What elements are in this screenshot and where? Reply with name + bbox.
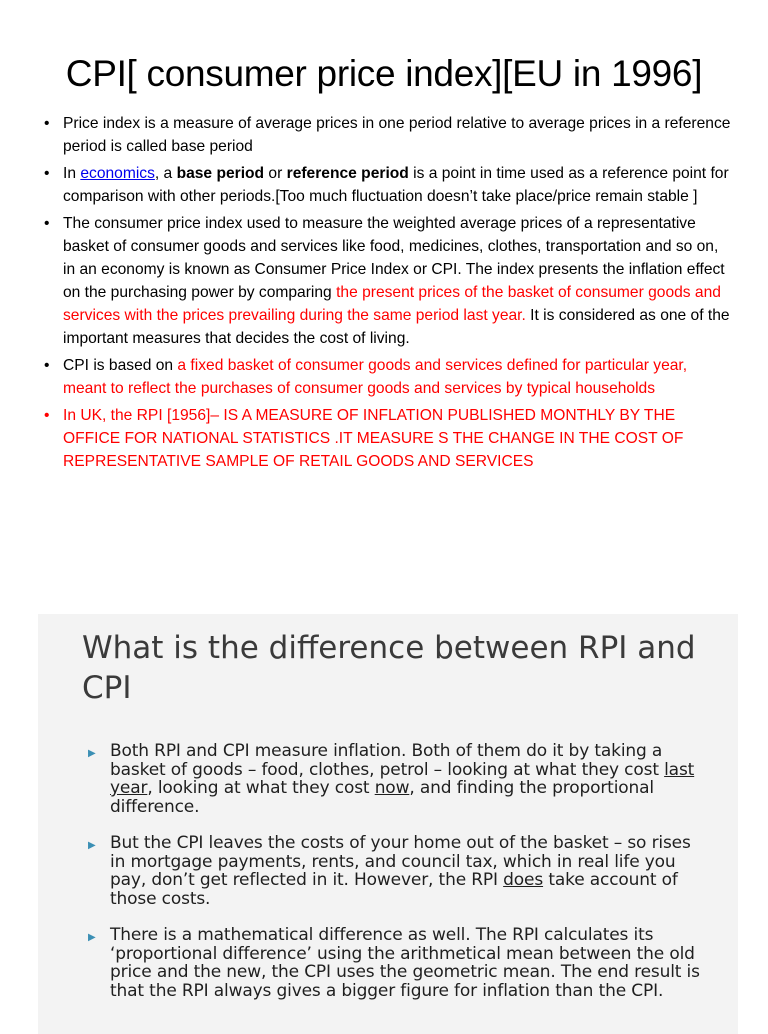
image-bullet-text: take account of those costs. <box>110 870 678 909</box>
underlined-text: last year <box>110 759 695 798</box>
bullet-list <box>44 112 734 477</box>
image-bullet-text: , and finding the proportional difference. <box>110 778 654 817</box>
image-bullet <box>88 834 708 908</box>
rpi-vs-cpi-image <box>38 614 738 1034</box>
highlight-text: a fixed basket of consumer goods and services defined for particular year, meant to reflect the purchases of consumer goods and services by typical households <box>63 357 688 397</box>
bullet-text: , a <box>154 165 177 182</box>
underlined-text: now <box>374 778 410 798</box>
bullet-text: The consumer price index used to measure the weighted average prices of a representative basket of consumer goods and services like food, medicines, clothes, transportation and so on, in an economy is known as Consumer Price Index or CPI. The index presents the inflation effect on the purchasing power by comparing <box>63 215 725 301</box>
highlight-text: the present prices of the basket of consumer goods and services with the prices prevailing during the same period last year. <box>63 284 721 324</box>
arrow-bullet-icon: ▶ <box>88 932 96 943</box>
bold-term: base period <box>176 165 265 182</box>
image-title: What is the difference between RPI and CPI <box>82 630 696 706</box>
bullet-text: In <box>63 165 81 182</box>
slide-title: CPI[ consumer price index][EU in 1996] <box>65 53 703 94</box>
bold-term: reference period <box>286 165 409 182</box>
bullet-text: is a point in time used as a reference point for comparison with other periods.[Too much fluctuation doesn’t take place/price remain stable ] <box>63 165 729 205</box>
image-bullet-text: Both RPI and CPI measure inflation. Both of them do it by taking a basket of goods – food, clothes, petrol – looking at what they cost <box>110 741 665 780</box>
image-bullet <box>88 926 708 1000</box>
economics-link[interactable]: economics <box>80 165 155 182</box>
image-bullet-text: But the CPI leaves the costs of your home out of the basket – so rises in mortgage payments, rents, and council tax, which in real life you pay, don’t get reflected in it. However, the RPI <box>110 833 691 890</box>
underlined-text: does <box>503 870 544 890</box>
bullet-cpi-definition <box>44 212 734 350</box>
arrow-bullet-icon: ▶ <box>88 748 96 759</box>
bullet-text: CPI is based on <box>63 357 178 374</box>
bullet-uk-rpi <box>44 404 734 473</box>
arrow-bullet-icon: ▶ <box>88 840 96 851</box>
bullet-text: Price index is a measure of average prices in one period relative to average prices in a reference period is called base period <box>63 115 731 155</box>
image-bullet-list <box>88 742 708 1018</box>
bullet-text: or <box>264 165 287 182</box>
bullet-fixed-basket <box>44 354 734 400</box>
image-bullet-text: There is a mathematical difference as well. The RPI calculates its ‘proportional difference’ using the arithmetical mean between the old price and the new, the CPI uses the geometric mean. The end result is that the RPI always gives a bigger figure for inflation than the CPI. <box>110 925 700 1001</box>
highlight-text: In UK, the RPI [1956]– IS A MEASURE OF INFLATION PUBLISHED MONTHLY BY THE OFFICE FOR NATIONAL STATISTICS .IT MEASURE S THE CHANGE IN THE COST OF REPRESENTATIVE SAMPLE OF RETAIL GOODS AND SERVICES <box>63 407 684 470</box>
image-bullet-text: , looking at what they cost <box>147 778 375 798</box>
bullet-price-index <box>44 112 734 158</box>
bullet-text: It is considered as one of the important measures that decides the cost of living. <box>63 307 730 347</box>
image-bullet <box>88 742 708 816</box>
bullet-base-period <box>44 162 734 208</box>
